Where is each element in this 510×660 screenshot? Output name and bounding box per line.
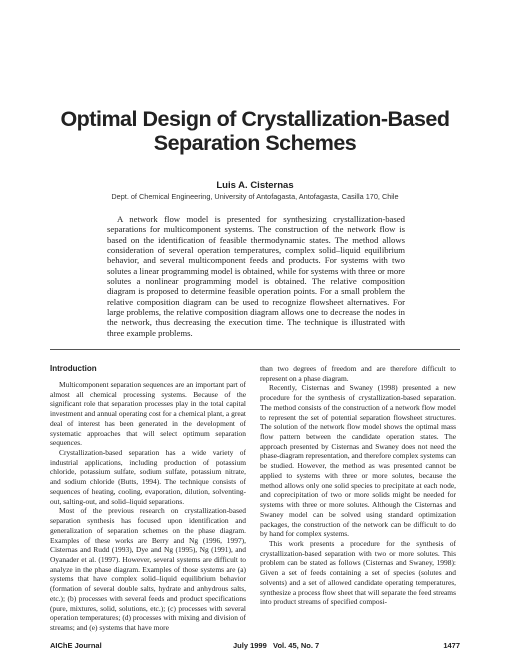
footer-page-number: 1477	[443, 641, 460, 650]
section-heading: Introduction	[50, 364, 97, 373]
paragraph: Crystallization-based separation has a wide variety of industrial applications, including production of potassium chloride, potassium sulfate, sodium sulfate, potassium nitrate, and sodium chloride (Butts, 1994). The technique consists of sequences of heating, cooling, evaporation, dilution, solventing-out, salting-out, and solid–liquid separations.	[50, 448, 246, 506]
author-name: Luis A. Cisternas	[216, 180, 294, 191]
paragraph: Recently, Cisternas and Swaney (1998) presented a new procedure for the synthesis of crystallization-based separation. The method consists of the construction of a network flow model to represent the set of potential separation flowsheet structures. The solution of the network flow model shows the optimal mass flow pattern between the candidate operation states. The approach presented by Cisternas and Swaney does not need the phase-diagram representation, and therefore complex systems can be studied. However, the method as was presented cannot be applied to systems with three or more solutes, because the method allows only one solid species to precipitate at each node, and coprecipitation of two or more solids might be needed for systems with three or more solutes. Although the Cisternas and Swaney model can be solved using standard optimization packages, the construction of the network can be difficult to do by hand for complex systems.	[260, 383, 456, 539]
abstract: A network flow model is presented for synthesizing crystallization-based separations for multicomponent systems. The construction of the network flow is based on the identification of feasible thermodynamic states. The method allows consideration of several operation temperatures, complex solid–liquid equilibrium behavior, and several multicomponent feeds and products. For systems with two solutes a linear programming model is obtained, while for systems with three or more solutes a nonlinear programming model is obtained. The relative composition diagram is proposed to determine feasible operation points. For a small problem the relative composition diagram can be used to recognize flowsheet alternatives. For large problems, the relative composition diagram allows one to decrease the nodes in the network, thus decreasing the execution time. The technique is illustrated with three example problems.	[107, 214, 405, 338]
paragraph: Most of the previous research on crystallization-based separation synthesis has focused upon identification and generalization of separation schemes on the phase diagram. Examples of these works are Berry and Ng (1996, 1997), Cisternas and Rudd (1993), Dye and Ng (1995), Ng (1991), and Oyanader et al. (1997). However, several systems are difficult to analyze in the phase diagram. Examples of those systems are (a) systems that have complex solid–liquid equilibrium behavior (formation of several double salts, hydrate and anhydrous salts, etc.); (b) processes with several feeds and product specifications (pure, mixtures, solid, solutions, etc.); (c) processes with several operation temperatures; (d) processes with mixing and division of streams; and (e) systems that have more	[50, 506, 246, 632]
paragraph: Multicomponent separation sequences are an important part of almost all chemical processing systems. Because of the significant role that separation processes play in the total capital investment and annual operating cost for a chemical plant, a great deal of interest has been generated in the development of systematic approaches that will select optimum separation sequences.	[50, 380, 246, 448]
paragraph: than two degrees of freedom and are therefore difficult to represent on a phase diagram.	[260, 364, 456, 383]
section-divider	[50, 349, 460, 350]
footer-journal-name: AIChE Journal	[50, 641, 102, 650]
left-column	[50, 364, 246, 633]
paper-title: Optimal Design of Crystallization-Based Separation Schemes	[60, 107, 450, 155]
paragraph: This work presents a procedure for the synthesis of crystallization-based separation with two or more solutes. This problem can be stated as follows (Cisternas and Swaney, 1998): Given a set of feeds containing a set of species (solutes and solvents) and a set of allowed candidate operating temperatures, synthesize a process flow sheet that will separate the feed streams into product streams of specified composi-	[260, 538, 456, 607]
author-affiliation: Dept. of Chemical Engineering, University of Antofagasta, Antofagasta, Casilla 170, Chile	[111, 192, 399, 201]
footer-issue: July 1999 Vol. 45, No. 7	[233, 641, 320, 650]
right-column	[260, 364, 456, 607]
